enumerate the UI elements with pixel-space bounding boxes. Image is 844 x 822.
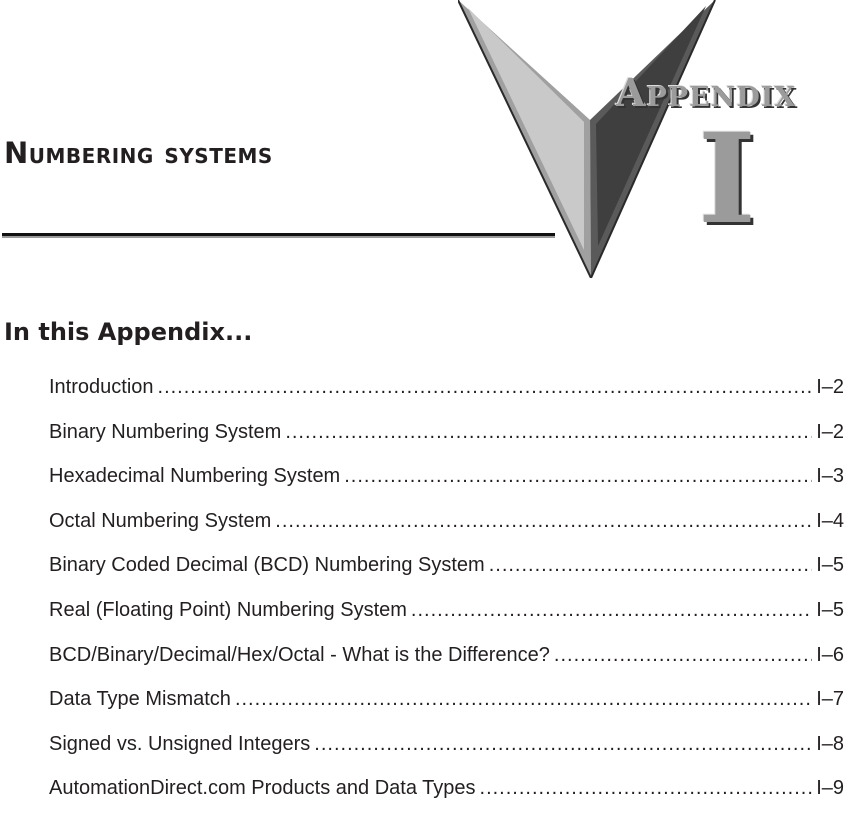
- dot-leader: [158, 376, 813, 399]
- toc-entry[interactable]: [49, 510, 844, 555]
- toc-entry-page[interactable]: I–8: [816, 732, 844, 755]
- toc-entry-page[interactable]: I–6: [816, 643, 844, 666]
- toc-entry-title[interactable]: Real (Floating Point) Numbering System: [49, 598, 407, 621]
- toc-entry[interactable]: [49, 777, 844, 822]
- appendix-v-logo: [458, 0, 720, 278]
- toc-entry-title[interactable]: Hexadecimal Numbering System: [49, 465, 341, 488]
- toc-entry[interactable]: [49, 688, 844, 733]
- dot-leader: [411, 599, 812, 622]
- toc-entry[interactable]: [49, 599, 844, 644]
- toc-entry-page[interactable]: I–4: [816, 509, 844, 532]
- toc-entry-page[interactable]: I–9: [816, 777, 844, 800]
- toc-heading: In this Appendix...: [4, 318, 253, 346]
- toc-list: [49, 376, 844, 822]
- dot-leader: [285, 421, 812, 444]
- chapter-title: Numbering systems: [4, 136, 273, 170]
- toc-entry-title[interactable]: Binary Numbering System: [49, 420, 282, 443]
- toc-entry-title[interactable]: Signed vs. Unsigned Integers: [49, 732, 311, 755]
- dot-leader: [275, 510, 812, 533]
- appendix-letter: I: [698, 107, 757, 252]
- toc-entry-page[interactable]: I–5: [816, 554, 844, 577]
- toc-entry-title[interactable]: BCD/Binary/Decimal/Hex/Octal - What is the Difference?: [49, 643, 550, 666]
- dot-leader: [480, 777, 813, 800]
- toc-entry[interactable]: [49, 554, 844, 599]
- toc-entry-title[interactable]: AutomationDirect.com Products and Data Types: [49, 777, 476, 800]
- dot-leader: [314, 733, 812, 756]
- toc-entry[interactable]: [49, 421, 844, 466]
- appendix-label: Appendix: [616, 70, 797, 115]
- toc-entry-page[interactable]: I–2: [816, 420, 844, 443]
- toc-entry[interactable]: [49, 733, 844, 778]
- toc-entry-title[interactable]: Introduction: [49, 376, 154, 398]
- toc-entry-page[interactable]: I–5: [816, 598, 844, 621]
- toc-entry-page[interactable]: I–2: [816, 376, 844, 398]
- toc-entry-title[interactable]: Data Type Mismatch: [49, 688, 231, 711]
- toc-entry[interactable]: [49, 465, 844, 510]
- toc-entry[interactable]: [49, 644, 844, 689]
- toc-entry-title[interactable]: Binary Coded Decimal (BCD) Numbering System: [49, 554, 485, 577]
- toc-entry-title[interactable]: Octal Numbering System: [49, 509, 272, 532]
- dot-leader: [489, 554, 812, 577]
- dot-leader: [235, 688, 812, 711]
- dot-leader: [344, 465, 812, 488]
- dot-leader: [554, 644, 812, 667]
- toc-entry-page[interactable]: I–3: [816, 465, 844, 488]
- toc-entry-page[interactable]: I–7: [816, 688, 844, 711]
- toc-entry[interactable]: [49, 376, 844, 421]
